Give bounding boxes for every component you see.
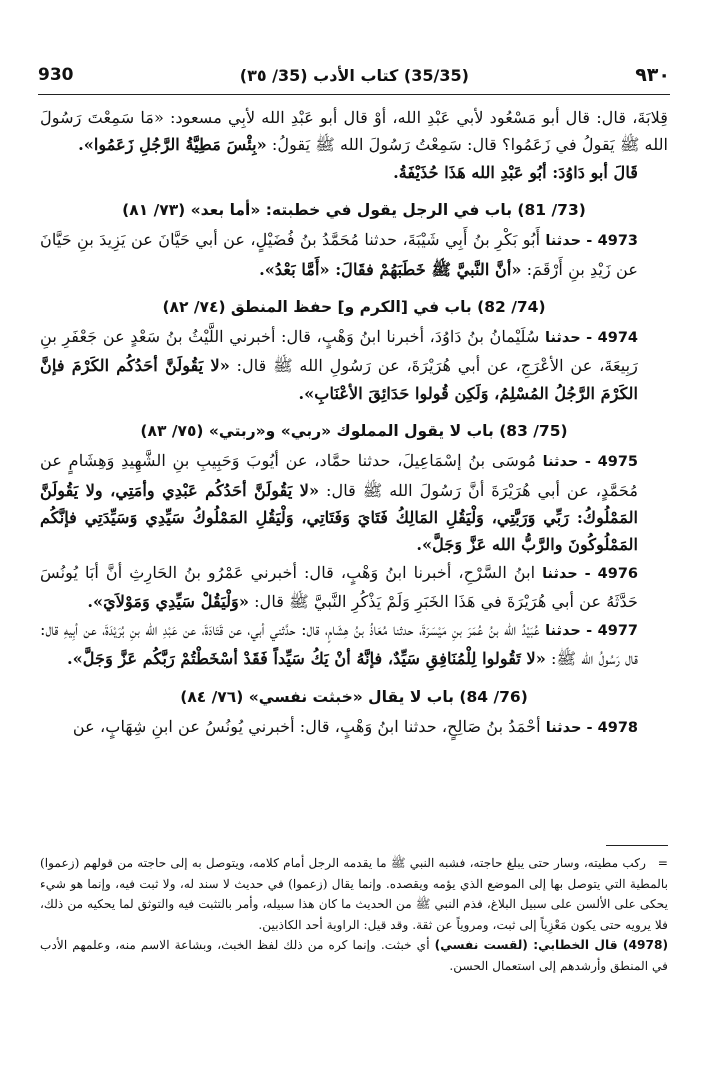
- abu-dawud-note: [40, 159, 668, 186]
- hadith-number: 4977: [597, 622, 639, 639]
- chapter-heading-75: (75/ 83) باب لا يقول المملوك «ربي» و«ربتي» (٧٥/ ٨٣): [140, 422, 568, 441]
- hadith-number: 4973: [597, 233, 638, 250]
- hadith-4975: [40, 447, 668, 559]
- hadith-intro: - حدثنا: [545, 622, 593, 639]
- hadith-isnad: مُوسَى بنُ إسْمَاعِيلَ، حدثنا حمَّاد، عن أيُوبَ وَحَبِيبِ بنِ الشَّهِيدِ وَهِشَامٍ عن مُحَمَّدٍ، عن أبي هُرَيْرَةَ أنَّ رَسُولَ الله ﷺ قال:: [40, 451, 638, 500]
- hadith-intro: - حدثنا: [542, 565, 591, 582]
- hadith-number: 4975: [597, 454, 638, 471]
- hadith-intro: - حدثنا: [545, 719, 593, 736]
- hadith-matn: «أنَّ النَّبيَّ ﷺ خَطَبَهُمْ فقَالَ: «أَمَّا بَعْدُ».: [259, 259, 522, 279]
- running-title: (35/35) كتاب الأدب (35/ ٣٥): [239, 65, 469, 85]
- chapter-heading-76: (76/ 84) باب لا يقال «خبثت نفسي» (٧٦/ ٨٤): [180, 687, 528, 706]
- footnote-continued: [40, 853, 668, 935]
- hadith-isnad: عُبَيْدُ الله بنُ عُمَرَ بنِ مَيْسَرَةَ، حدثنا مُعَاذُ بنُ هِشَامٍ، قال: حدَّثني أبي، عن قَتَادَةَ، عن عَبْدِ الله بنِ بُرَيْدَةَ، عن أبِيهِ قال: قال رَسُولُ الله ﷺ:: [40, 619, 638, 669]
- hadith-isnad: سُلَيْمانُ بنُ دَاوُدَ، أخبرنا ابنُ وَهْبٍ، قال: أخبرني اللَّيْثُ بنُ سَعْدٍ عن جَعْفَرِ بنِ رَبِيعَةَ، عن الأعْرَجِ، عن أبي هُرَيْرَةَ، عن رَسُولِ الله ﷺ قال:: [40, 327, 638, 376]
- page-header: [38, 58, 670, 92]
- footnotes: [40, 853, 668, 977]
- header-rule: [38, 94, 670, 95]
- footnote-label: (4978) قال الخطابي: (لقست نفسي): [434, 938, 669, 953]
- footnote-text: أي خبثت. وإنما كره من ذلك لفظ الخبث، وبشاعة الاسم منه، وعلمهم الأدب في المنطق وأرشدهم إلى استعمال الحسن.: [40, 938, 668, 973]
- hadith-matn: «بِئْسَ مَطِيَّةُ الرَّجُلِ زَعَمُوا».: [78, 135, 267, 155]
- continuation-marker: =: [657, 856, 668, 870]
- footnote-4978: [40, 935, 668, 976]
- hadith-matn: «لا يَقُولَنَّ أحَدُكُم الكَرْمَ فإنَّ الكَرْمَ الرَّجُلُ المُسْلِمُ، وَلَكِن قُولوا حَدَائِقَ الأعْنَابِ».: [40, 356, 638, 403]
- hadith-matn: «وَلْيَقُلْ سَيِّدِي وَمَوْلاَيَ».: [87, 592, 249, 612]
- hadith-4978: [40, 713, 668, 742]
- footnote-rule: [606, 845, 668, 846]
- text-line: رَسُولَ الله ﷺ يَقولُ في زَعَمُوا؟ قال: سَمِعْتُ رَسُولَ الله ﷺ يَقولُ:: [40, 108, 668, 155]
- hadith-isnad: أَبُو بَكْرِ بنُ أَبِي شَيْبَةَ، حدثنا مُحَمَّدُ بنُ فُضَيْلٍ، عن أبي حَيَّانَ عن يَزِيدَ بنِ حَيَّانَ عن زَيْدِ بنِ أَرْقَمَ:: [40, 230, 638, 279]
- note-label: قَالَ أبو دَاوُدَ:: [546, 162, 638, 182]
- hadith-4977: [40, 616, 668, 673]
- hadith-matn: «لا تَقُولوا لِلْمُنَافِقِ سَيِّدٌ، فإنَّهُ أنْ يَكُ سَيِّداً فَقَدْ أسْخَطْتُمْ رَبَّكُم عَزَّ وَجَلَّ».: [67, 649, 546, 669]
- note-text: أبُو عَبْدِ الله هَذَا حُذَيْفَةُ.: [393, 162, 547, 182]
- hadith-isnad: ابنُ السَّرْحِ، أخبرنا ابنُ وَهْبٍ، قال: أخبرني عَمْرُو بنُ الحَارِثِ أنَّ أبَا يُونُسَ حَدَّثَهُ عن أبي هُرَيْرَةَ في هَذَا الخَبَرِ وَلَمْ يَذْكُرِ النَّبيَّ ﷺ قال:: [40, 562, 638, 612]
- text-line: قِلابَةَ، قال: قال أبو مَسْعُود لأبي عَبْدِ الله، أوْ قال أبو عَبْدِ الله لأبِي مسعود: «مَا سَمِعْتَ: [87, 108, 668, 127]
- chapter-heading-73: (73/ 81) باب في الرجل يقول في خطبته: «أما بعد» (٧٣/ ٨١): [122, 201, 586, 220]
- hadith-isnad: أحْمَدُ بنُ صَالِحٍ، حدثنا ابنُ وَهْبٍ، قال: أخبرني يُونُسُ عن ابنِ شِهَابٍ، عن: [72, 716, 546, 736]
- page-number-arabic: ٩٣٠: [635, 64, 670, 86]
- hadith-number: 4978: [597, 719, 638, 736]
- hadith-matn: «لا يَقُولَنَّ أحَدُكُم عَبْدِي وأمَتِي، ولا يَقُولَنَّ المَمْلُوكُ: رَبِّي وَرَبَّتِي، وَلْيَقُلِ المَالِكُ فَتَايَ وَفَتَاتِي، وَلْيَقُلِ المَمْلُوكُ سَيِّدِي وَسَيِّدَتِي فإنَّكُم المَمْلُوكُونَ والرَّبُّ الله عَزَّ وَجَلَّ».: [40, 480, 638, 555]
- footnote-text: ركب مطيته، وسار حتى يبلغ حاجته، فشبه النبي ﷺ ما يقدمه الرجل أمام كلامه، ويتوصل به إلى حاجته من قولهم (زعموا) بالمطية التي يتوصل بها إلى الموضع الذي يؤمه ويقصده. وإنما يقال (زعموا) في حديث لا سند له، ولا ثبت فيه، وإنما هو شيء يحكى على الألسن على سبيل البلاغ، فذم النبي ﷺ من الحديث ما كان هذا سبيله، وأمر بالتثبت فيه والتوثق لما يحكيه من ذلك، فلا يرويه حتى يكون مَعْزِياً إلى ثبت، ومروياً عن ثقة. وقد قيل: الراوية أحد الكاذبين.: [40, 856, 668, 932]
- chapter-heading-74: (74/ 82) باب في [الكرم و] حفظ المنطق (٧٤/ ٨٢): [162, 298, 546, 317]
- main-text: [40, 104, 668, 818]
- hadith-4976: [40, 559, 668, 616]
- hadith-intro: - حدثنا: [545, 233, 593, 250]
- hadith-4974: [40, 323, 668, 407]
- hadith-4973: [40, 226, 668, 283]
- hadith-intro: - حدثنا: [542, 454, 591, 471]
- hadith-intro: - حدثنا: [545, 330, 593, 347]
- hadith-number: 4974: [597, 330, 639, 347]
- paragraph-continued: [40, 104, 668, 159]
- hadith-number: 4976: [597, 565, 638, 582]
- page-number-latin: 930: [38, 65, 74, 85]
